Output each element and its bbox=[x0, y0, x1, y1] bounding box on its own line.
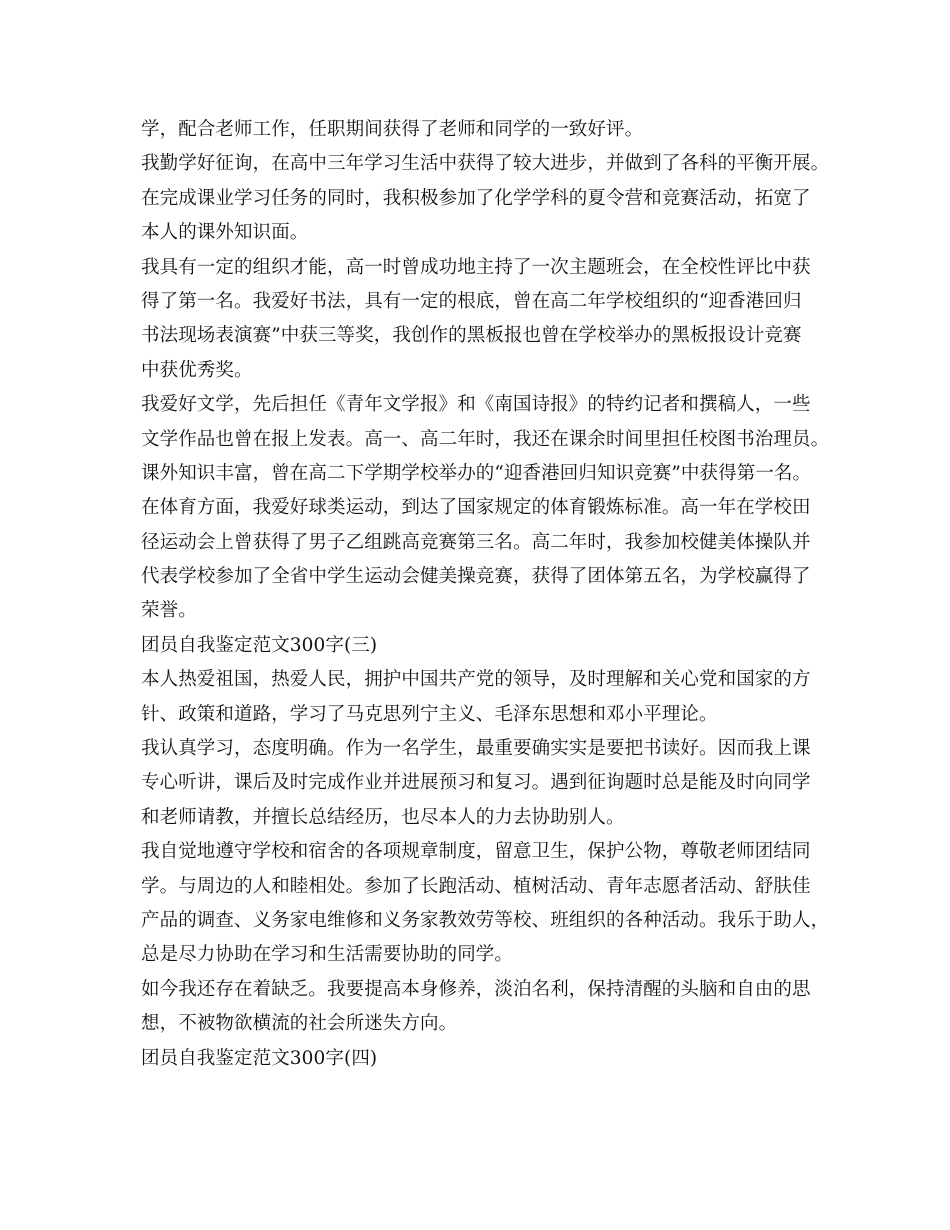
text-line: 本人热爱祖国，热爱人民，拥护中国共产党的领导，及时理解和关心党和国家的方 bbox=[141, 669, 811, 691]
text-line: 如今我还存在着缺乏。我要提高本身修养，淡泊名利，保持清醒的头脑和自由的思 bbox=[141, 978, 811, 1000]
text-line: 我自觉地遵守学校和宿舍的各项规章制度，留意卫生，保护公物，尊敬老师团结同 bbox=[141, 841, 811, 863]
section-heading: 团员自我鉴定范文300字(四) bbox=[141, 1047, 378, 1069]
text-line: 我爱好文学，先后担任《青年文学报》和《南国诗报》的特约记者和撰稿人，一些 bbox=[141, 394, 811, 416]
text-line: 针、政策和道路，学习了马克思列宁主义、毛泽东思想和邓小平理论。 bbox=[141, 703, 718, 725]
text-line: 和老师请教，并擅长总结经历，也尽本人的力去协助别人。 bbox=[141, 806, 625, 828]
text-line: 在体育方面，我爱好球类运动，到达了国家规定的体育锻炼标准。高一年在学校田 bbox=[141, 497, 811, 519]
text-line: 总是尽力协助在学习和生活需要协助的同学。 bbox=[141, 944, 514, 966]
text-line: 课外知识丰富，曾在高二下学期学校举办的“迎香港回归知识竞赛”中获得第一名。 bbox=[141, 462, 812, 484]
text-line: 在完成课业学习任务的同时，我积极参加了化学学科的夏令营和竞赛活动，拓宽了 bbox=[141, 187, 811, 209]
text-line: 我勤学好征询，在高中三年学习生活中获得了较大进步，并做到了各科的平衡开展。 bbox=[141, 153, 830, 175]
text-line: 我认真学习，态度明确。作为一名学生，最重要确实实是要把书读好。因而我上课 bbox=[141, 738, 811, 760]
text-line: 我具有一定的组织才能，高一时曾成功地主持了一次主题班会，在全校性评比中获 bbox=[141, 256, 811, 278]
text-line: 书法现场表演赛”中获三等奖，我创作的黑板报也曾在学校举办的黑板报设计竞赛 bbox=[141, 325, 802, 347]
text-line: 想，不被物欲横流的社会所迷失方向。 bbox=[141, 1013, 458, 1035]
text-line: 荣誉。 bbox=[141, 600, 197, 622]
section-heading: 团员自我鉴定范文300字(三) bbox=[141, 634, 378, 656]
text-line: 得了第一名。我爱好书法，具有一定的根底，曾在高二年学校组织的“迎香港回归 bbox=[141, 290, 802, 312]
text-line: 文学作品也曾在报上发表。高一、高二年时，我还在课余时间里担任校图书治理员。 bbox=[141, 428, 830, 450]
text-line: 径运动会上曾获得了男子乙组跳高竞赛第三名。高二年时，我参加校健美体操队并 bbox=[141, 531, 811, 553]
text-line: 产品的调查、义务家电维修和义务家教效劳等校、班组织的各种活动。我乐于助人， bbox=[141, 909, 830, 931]
text-line: 本人的课外知识面。 bbox=[141, 222, 309, 244]
text-line: 中获优秀奖。 bbox=[141, 359, 253, 381]
text-line: 专心听讲，课后及时完成作业并进展预习和复习。遇到征询题时总是能及时向同学 bbox=[141, 772, 811, 794]
text-line: 学，配合老师工作，任职期间获得了老师和同学的一致好评。 bbox=[141, 119, 644, 140]
text-line: 学。与周边的人和睦相处。参加了长跑活动、植树活动、青年志愿者活动、舒肤佳 bbox=[141, 875, 811, 897]
text-line: 代表学校参加了全省中学生运动会健美操竞赛，获得了团体第五名，为学校赢得了 bbox=[141, 566, 811, 588]
document-body bbox=[141, 113, 841, 1076]
